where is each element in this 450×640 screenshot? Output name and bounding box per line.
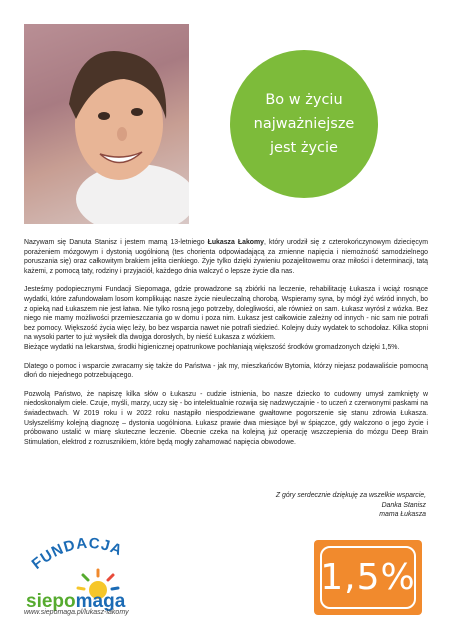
slogan-line-2: najważniejsze <box>253 116 355 132</box>
signature <box>276 491 426 520</box>
paragraph-1 <box>24 238 428 276</box>
signature-thanks: Z góry serdecznie dziękuję za wszelkie wsparcie, <box>275 492 426 499</box>
svg-text:FUNDACJA <box>29 535 126 573</box>
percent-value: 1,5% <box>320 557 416 598</box>
slogan-circle <box>230 50 378 198</box>
percent-badge-frame <box>320 546 416 609</box>
logo-siepo-text: siepo <box>26 591 76 612</box>
paragraph-5: Pozwolą Państwo, że napiszę kilka słów o Łukaszu - cudzie istnienia, bo nasze dziecko to cudowny umysł zamknięty w niedoskonałym ciele. Czuje, myśli, marzy, uczy się - bo intelektualnie rozwija się nadzwyczajnie - to uczeń z czerwonymi paskami na świadectwach. W 2019 roku i w 2022 roku nastąpiło niespodziewane gwałtowne pogorszenie się stanu zdrowia Łukasza. Usłyszeliśmy kolejną diagnozę – dystonia uogólniona. Łukasz prawie dwa miesiące był w śpiączce, gdy walczono o jego życie i próbowano ustalić w miarę skuteczne leczenie. Obecnie czeka na kolejną już operację wszczepienia do mózgu Deep Brain Stimulation, elektrod z rozrusznikiem, które będą mogły zahamować napięcia obwodowe. <box>24 390 428 446</box>
paragraph-4: Dlatego o pomoc i wsparcie zwracamy się także do Państwa - jak my, mieszkańców Bytomia, którzy niejasz podawaliście pomocną dłoń do niejednego potrzebującego. <box>24 362 428 380</box>
signature-name: Danka Stanisz <box>381 501 426 509</box>
logo-maga-text: maga <box>75 591 126 612</box>
paragraph-1-end: , który urodził się z czterokończynowym dziecięcym porażeniem mózgowym i dystonią uogólnioną (tes chorienta odpowiadającą za zmienne napięcia i niemożność samodzielnego poruszania się) oraz całkowitym brakiem jelita cienkiego. Żyje tylko dzięki żywieniu pozajelitowemu oraz miłości i determinacji, tatą każemi, z pomocą taty, rodziny i przyjaciół, każdego dnia walczyć o lepsze życie dla nas. <box>24 239 428 275</box>
paragraph-1-start: Nazywam się Danuta Stanisz i jestem mamą 13-letniego <box>24 239 208 246</box>
paragraph-3: Bieżące wydatki na lekarstwa, środki higienicznej opatrunkowe pochłaniają większość środków gromadzonych dzięki 1,5%. <box>24 343 400 351</box>
slogan-line-1: Bo w życiu <box>265 92 343 108</box>
child-photo <box>24 24 189 224</box>
fundraiser-url[interactable]: www.siepomaga.pl/lukasz-lakomy <box>24 609 129 616</box>
signature-role: mama Łukasza <box>379 511 426 519</box>
fundacja-siepomaga-logo <box>18 528 158 618</box>
paragraph-2: Jesteśmy podopiecznymi Fundacji Siepomaga, gdzie prowadzone są zbiórki na leczenie, rehabilitację Łukasza i wciąż rosnące wydatki, które zafundowałam losom komplikując nasze życie nieuleczalną chorobą. Wspieramy syna, by mógł żyć wśród innych, bo z opieką nad Łukaszem nie jest łatwa. Nie tylko rosną jego potrzeby, dolegliwości, ale również on sam. Łukasz wyrósł z wózka. Bez niego nie mamy możliwości przemieszczania go w domu i poza nim. Łukasz jest całkowicie zależny od innych - nic sam nie potrafi bez pomocy. Większość życia więc leży, bo bez wsparcia nawet nie potrafi siedzieć. Kolejny duży wydatek to schodołaz. Kilka stopni na wysoki parter to już wysiłek dla dwojga dorosłych, by nieść Łukasza z wózkiem. <box>24 286 428 342</box>
child-name: Łukasza Łakomy <box>207 239 264 246</box>
one-and-half-percent-badge <box>314 540 422 615</box>
letter-body <box>24 238 428 456</box>
slogan-text <box>254 88 355 160</box>
logo-fundacja-text: FUNDACJA <box>28 534 126 573</box>
slogan-line-3: jest życie <box>270 140 338 156</box>
